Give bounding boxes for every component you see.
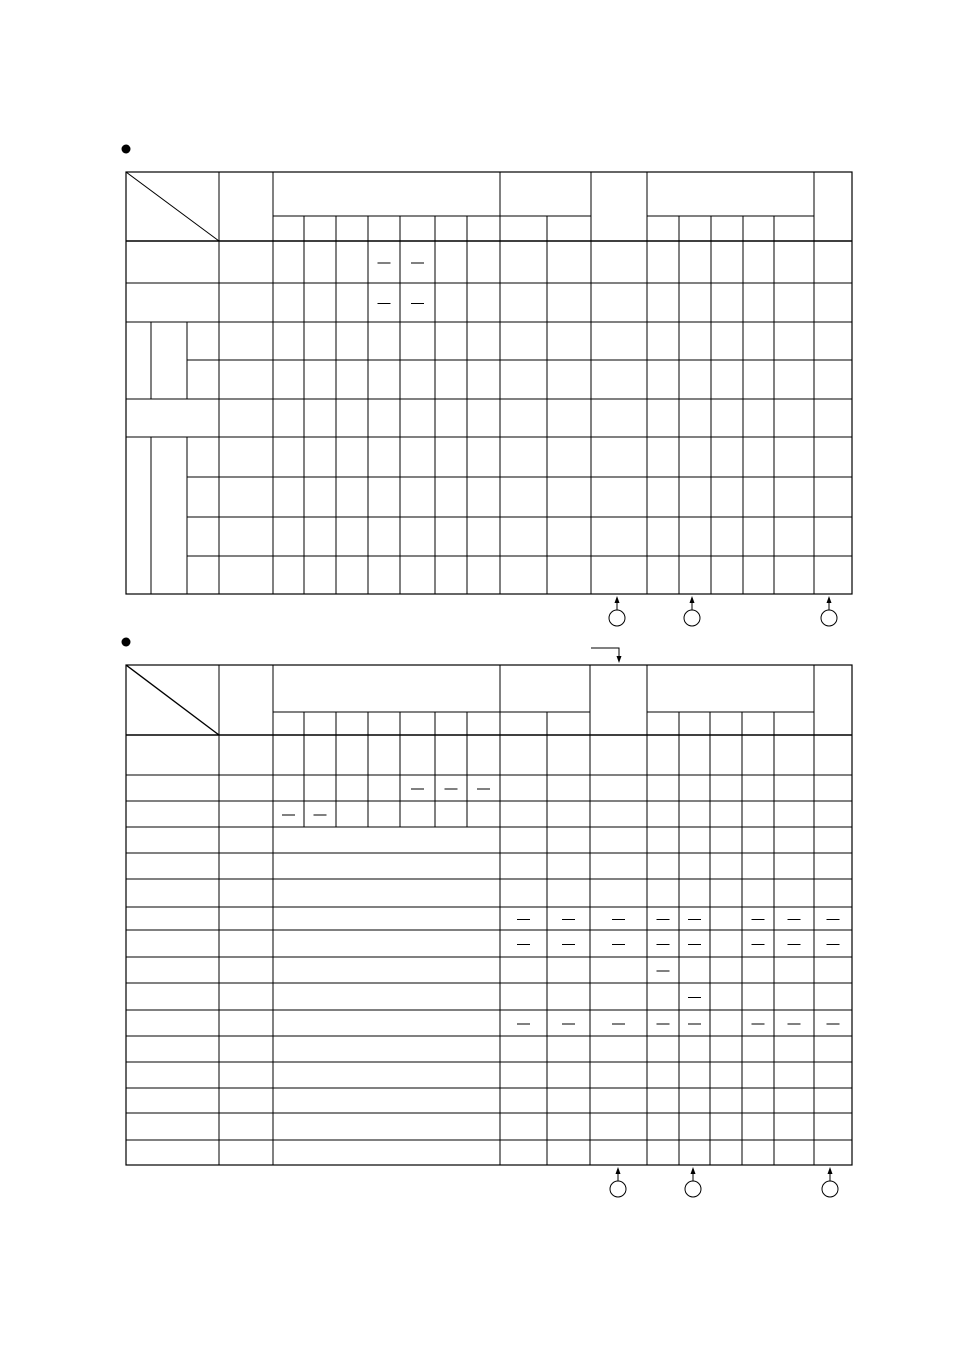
header-diagonal xyxy=(126,665,219,735)
arrow-up-icon xyxy=(691,1167,696,1174)
pointer-path xyxy=(591,648,619,660)
header-diagonal xyxy=(126,172,219,241)
circle-marker-icon xyxy=(609,610,625,626)
circle-marker-icon xyxy=(610,1181,626,1197)
arrow-up-icon xyxy=(828,1167,833,1174)
callout-marker xyxy=(610,1167,626,1197)
callout-marker xyxy=(684,596,700,626)
table-frame xyxy=(126,665,852,1165)
circle-marker-icon xyxy=(684,610,700,626)
arrow-up-icon xyxy=(616,1167,621,1174)
circle-marker-icon xyxy=(685,1181,701,1197)
callout-marker xyxy=(822,1167,838,1197)
arrow-up-icon xyxy=(690,596,695,603)
circle-marker-icon xyxy=(822,1181,838,1197)
elbow-arrow-icon xyxy=(591,648,622,663)
bullet-dot-icon xyxy=(122,145,131,154)
arrow-down-icon xyxy=(617,656,622,663)
bullet-dot-icon xyxy=(122,638,131,647)
callout-marker xyxy=(609,596,625,626)
table-1 xyxy=(122,145,853,627)
table-2 xyxy=(122,638,853,1198)
callout-marker xyxy=(685,1167,701,1197)
arrow-up-icon xyxy=(827,596,832,603)
callout-marker xyxy=(821,596,837,626)
arrow-up-icon xyxy=(615,596,620,603)
circle-marker-icon xyxy=(821,610,837,626)
